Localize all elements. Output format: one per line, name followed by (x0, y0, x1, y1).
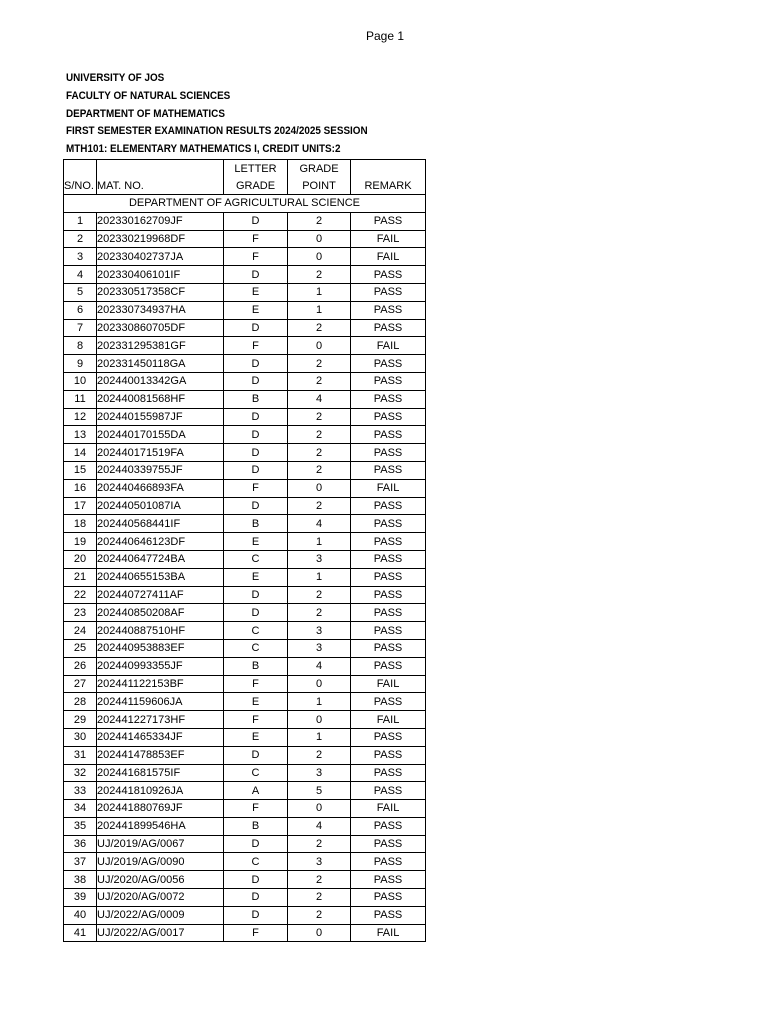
results-table (63, 159, 426, 942)
cell-matno: 202441899546HA (97, 817, 224, 835)
cell-remark: PASS (351, 622, 426, 640)
cell-grade-point: 2 (288, 319, 351, 337)
page-number: Page 1 (366, 29, 405, 43)
cell-sno: 12 (64, 408, 97, 426)
cell-grade-point: 3 (288, 550, 351, 568)
cell-sno: 11 (64, 390, 97, 408)
cell-letter-grade: E (224, 533, 288, 551)
cell-matno: 202440953883EF (97, 639, 224, 657)
cell-remark: PASS (351, 461, 426, 479)
cell-letter-grade: D (224, 444, 288, 462)
cell-remark: FAIL (351, 800, 426, 818)
cell-letter-grade: A (224, 782, 288, 800)
cell-matno: UJ/2020/AG/0072 (97, 889, 224, 907)
cell-matno: 202440013342GA (97, 372, 224, 390)
exam-title: FIRST SEMESTER EXAMINATION RESULTS 2024/2025 SESSION (66, 125, 368, 138)
table-row (64, 533, 426, 551)
table-row (64, 586, 426, 604)
cell-letter-grade: C (224, 639, 288, 657)
cell-remark: PASS (351, 853, 426, 871)
cell-remark: PASS (351, 212, 426, 230)
cell-remark: FAIL (351, 337, 426, 355)
cell-matno: UJ/2020/AG/0056 (97, 871, 224, 889)
cell-remark: PASS (351, 764, 426, 782)
cell-grade-point: 2 (288, 266, 351, 284)
cell-sno: 14 (64, 444, 97, 462)
cell-remark: PASS (351, 390, 426, 408)
cell-sno: 13 (64, 426, 97, 444)
table-row (64, 604, 426, 622)
cell-remark: PASS (351, 906, 426, 924)
cell-grade-point: 0 (288, 675, 351, 693)
table-row (64, 497, 426, 515)
cell-sno: 19 (64, 533, 97, 551)
cell-grade-point: 3 (288, 622, 351, 640)
cell-remark: PASS (351, 782, 426, 800)
cell-remark: PASS (351, 817, 426, 835)
table-row (64, 906, 426, 924)
cell-grade-point: 0 (288, 337, 351, 355)
cell-remark: FAIL (351, 248, 426, 266)
cell-remark: PASS (351, 693, 426, 711)
cell-grade-point: 2 (288, 444, 351, 462)
table-row (64, 461, 426, 479)
table-row (64, 711, 426, 729)
cell-sno: 20 (64, 550, 97, 568)
cell-remark: PASS (351, 889, 426, 907)
table-row (64, 871, 426, 889)
cell-sno: 5 (64, 283, 97, 301)
table-row (64, 817, 426, 835)
cell-sno: 8 (64, 337, 97, 355)
cell-sno: 10 (64, 372, 97, 390)
cell-letter-grade: B (224, 657, 288, 675)
cell-letter-grade: D (224, 372, 288, 390)
cell-matno: 202441465334JF (97, 728, 224, 746)
cell-letter-grade: C (224, 550, 288, 568)
cell-letter-grade: D (224, 266, 288, 284)
cell-sno: 6 (64, 301, 97, 319)
col-header-remark: REMARK (351, 160, 426, 195)
table-row (64, 355, 426, 373)
faculty-name: FACULTY OF NATURAL SCIENCES (66, 89, 231, 102)
cell-matno: 202440647724BA (97, 550, 224, 568)
cell-sno: 2 (64, 230, 97, 248)
cell-matno: 202440081568HF (97, 390, 224, 408)
table-row (64, 319, 426, 337)
cell-sno: 40 (64, 906, 97, 924)
table-row (64, 248, 426, 266)
cell-letter-grade: D (224, 889, 288, 907)
cell-matno: 202331295381GF (97, 337, 224, 355)
cell-remark: FAIL (351, 675, 426, 693)
cell-grade-point: 0 (288, 479, 351, 497)
cell-grade-point: 0 (288, 248, 351, 266)
table-row (64, 337, 426, 355)
table-row (64, 622, 426, 640)
cell-letter-grade: F (224, 711, 288, 729)
table-row (64, 444, 426, 462)
cell-letter-grade: F (224, 675, 288, 693)
cell-letter-grade: E (224, 568, 288, 586)
cell-letter-grade: C (224, 764, 288, 782)
cell-grade-point: 2 (288, 889, 351, 907)
cell-remark: PASS (351, 586, 426, 604)
cell-grade-point: 5 (288, 782, 351, 800)
cell-sno: 34 (64, 800, 97, 818)
cell-sno: 17 (64, 497, 97, 515)
cell-grade-point: 4 (288, 515, 351, 533)
cell-grade-point: 0 (288, 711, 351, 729)
cell-matno: 202440171519FA (97, 444, 224, 462)
col-header-letter-bottom: GRADE (224, 177, 288, 195)
table-row (64, 675, 426, 693)
cell-sno: 24 (64, 622, 97, 640)
cell-remark: PASS (351, 426, 426, 444)
cell-sno: 7 (64, 319, 97, 337)
cell-remark: PASS (351, 657, 426, 675)
cell-matno: 202330406101IF (97, 266, 224, 284)
cell-remark: PASS (351, 355, 426, 373)
table-row (64, 550, 426, 568)
cell-letter-grade: D (224, 497, 288, 515)
cell-letter-grade: B (224, 515, 288, 533)
cell-sno: 15 (64, 461, 97, 479)
cell-remark: PASS (351, 497, 426, 515)
table-row (64, 835, 426, 853)
cell-matno: 202441681575IF (97, 764, 224, 782)
table-row (64, 283, 426, 301)
cell-sno: 23 (64, 604, 97, 622)
cell-remark: PASS (351, 266, 426, 284)
cell-matno: 202330734937HA (97, 301, 224, 319)
table-row (64, 479, 426, 497)
cell-letter-grade: D (224, 871, 288, 889)
cell-grade-point: 2 (288, 604, 351, 622)
cell-sno: 33 (64, 782, 97, 800)
cell-remark: FAIL (351, 230, 426, 248)
cell-grade-point: 1 (288, 728, 351, 746)
cell-grade-point: 3 (288, 764, 351, 782)
cell-sno: 26 (64, 657, 97, 675)
cell-remark: PASS (351, 301, 426, 319)
cell-letter-grade: D (224, 604, 288, 622)
section-row (64, 195, 426, 213)
cell-matno: 202440655153BA (97, 568, 224, 586)
cell-matno: 202440155987JF (97, 408, 224, 426)
cell-sno: 3 (64, 248, 97, 266)
cell-sno: 16 (64, 479, 97, 497)
cell-sno: 9 (64, 355, 97, 373)
cell-sno: 22 (64, 586, 97, 604)
table-row (64, 924, 426, 942)
table-row (64, 693, 426, 711)
cell-remark: PASS (351, 444, 426, 462)
cell-remark: PASS (351, 604, 426, 622)
cell-matno: 202330219968DF (97, 230, 224, 248)
cell-grade-point: 1 (288, 693, 351, 711)
cell-matno: 202440646123DF (97, 533, 224, 551)
cell-grade-point: 2 (288, 372, 351, 390)
table-row (64, 408, 426, 426)
cell-matno: 202441880769JF (97, 800, 224, 818)
table-row (64, 889, 426, 907)
cell-matno: 202441159606JA (97, 693, 224, 711)
course-title: MTH101: ELEMENTARY MATHEMATICS I, CREDIT UNITS:2 (66, 143, 341, 156)
table-row (64, 800, 426, 818)
cell-matno: 202330860705DF (97, 319, 224, 337)
cell-letter-grade: E (224, 728, 288, 746)
cell-remark: PASS (351, 728, 426, 746)
cell-letter-grade: D (224, 319, 288, 337)
cell-letter-grade: D (224, 461, 288, 479)
table-row (64, 728, 426, 746)
cell-matno: 202330517358CF (97, 283, 224, 301)
cell-matno: UJ/2019/AG/0090 (97, 853, 224, 871)
cell-letter-grade: D (224, 408, 288, 426)
cell-remark: FAIL (351, 479, 426, 497)
cell-matno: 202441478853EF (97, 746, 224, 764)
cell-remark: PASS (351, 746, 426, 764)
col-header-letter-top: LETTER (224, 160, 288, 178)
cell-letter-grade: C (224, 853, 288, 871)
cell-sno: 29 (64, 711, 97, 729)
cell-matno: 202440850208AF (97, 604, 224, 622)
cell-letter-grade: B (224, 817, 288, 835)
cell-sno: 31 (64, 746, 97, 764)
cell-matno: 202331450118GA (97, 355, 224, 373)
cell-remark: PASS (351, 533, 426, 551)
cell-matno: 202441810926JA (97, 782, 224, 800)
cell-matno: UJ/2022/AG/0017 (97, 924, 224, 942)
table-row (64, 782, 426, 800)
cell-matno: 202441122153BF (97, 675, 224, 693)
table-row (64, 212, 426, 230)
cell-matno: 202330402737JA (97, 248, 224, 266)
cell-matno: 202440568441IF (97, 515, 224, 533)
table-row (64, 853, 426, 871)
cell-remark: PASS (351, 871, 426, 889)
cell-letter-grade: D (224, 906, 288, 924)
department-name: DEPARTMENT OF MATHEMATICS (66, 107, 225, 120)
cell-letter-grade: F (224, 479, 288, 497)
cell-matno: UJ/2019/AG/0067 (97, 835, 224, 853)
cell-grade-point: 4 (288, 817, 351, 835)
cell-sno: 38 (64, 871, 97, 889)
cell-grade-point: 2 (288, 355, 351, 373)
cell-remark: PASS (351, 515, 426, 533)
cell-sno: 27 (64, 675, 97, 693)
cell-sno: 36 (64, 835, 97, 853)
cell-remark: PASS (351, 372, 426, 390)
cell-letter-grade: D (224, 212, 288, 230)
cell-grade-point: 2 (288, 426, 351, 444)
cell-remark: PASS (351, 639, 426, 657)
cell-grade-point: 4 (288, 390, 351, 408)
cell-remark: PASS (351, 835, 426, 853)
cell-letter-grade: F (224, 230, 288, 248)
cell-matno: UJ/2022/AG/0009 (97, 906, 224, 924)
cell-grade-point: 2 (288, 461, 351, 479)
cell-grade-point: 2 (288, 871, 351, 889)
col-header-point-top: GRADE (288, 160, 351, 178)
cell-grade-point: 4 (288, 657, 351, 675)
cell-sno: 18 (64, 515, 97, 533)
cell-grade-point: 2 (288, 746, 351, 764)
cell-matno: 202330162709JF (97, 212, 224, 230)
cell-sno: 41 (64, 924, 97, 942)
cell-matno: 202440993355JF (97, 657, 224, 675)
cell-remark: PASS (351, 568, 426, 586)
cell-sno: 21 (64, 568, 97, 586)
cell-grade-point: 2 (288, 835, 351, 853)
table-row (64, 657, 426, 675)
table-row (64, 230, 426, 248)
cell-grade-point: 1 (288, 301, 351, 319)
cell-letter-grade: D (224, 355, 288, 373)
cell-grade-point: 0 (288, 230, 351, 248)
cell-remark: PASS (351, 319, 426, 337)
table-row (64, 764, 426, 782)
cell-grade-point: 2 (288, 586, 351, 604)
table-row (64, 639, 426, 657)
cell-sno: 39 (64, 889, 97, 907)
cell-letter-grade: F (224, 337, 288, 355)
cell-matno: 202441227173HF (97, 711, 224, 729)
cell-grade-point: 3 (288, 639, 351, 657)
cell-remark: PASS (351, 283, 426, 301)
cell-matno: 202440727411AF (97, 586, 224, 604)
cell-letter-grade: D (224, 586, 288, 604)
cell-letter-grade: B (224, 390, 288, 408)
cell-sno: 28 (64, 693, 97, 711)
cell-letter-grade: F (224, 924, 288, 942)
cell-grade-point: 2 (288, 906, 351, 924)
table-row (64, 746, 426, 764)
cell-matno: 202440339755JF (97, 461, 224, 479)
col-header-point-bottom: POINT (288, 177, 351, 195)
cell-grade-point: 1 (288, 533, 351, 551)
cell-grade-point: 1 (288, 283, 351, 301)
cell-letter-grade: E (224, 283, 288, 301)
table-row (64, 301, 426, 319)
section-title: DEPARTMENT OF AGRICULTURAL SCIENCE (64, 195, 426, 213)
table-row (64, 426, 426, 444)
cell-letter-grade: D (224, 835, 288, 853)
cell-grade-point: 0 (288, 924, 351, 942)
cell-sno: 25 (64, 639, 97, 657)
table-row (64, 515, 426, 533)
col-header-sno: S/NO. (64, 160, 97, 195)
cell-sno: 4 (64, 266, 97, 284)
cell-remark: FAIL (351, 711, 426, 729)
cell-grade-point: 0 (288, 800, 351, 818)
table-row (64, 568, 426, 586)
cell-grade-point: 2 (288, 497, 351, 515)
cell-letter-grade: C (224, 622, 288, 640)
table-header-row-top (64, 160, 426, 178)
cell-sno: 30 (64, 728, 97, 746)
table-row (64, 266, 426, 284)
table-row (64, 372, 426, 390)
cell-letter-grade: F (224, 800, 288, 818)
cell-sno: 1 (64, 212, 97, 230)
cell-remark: FAIL (351, 924, 426, 942)
cell-sno: 37 (64, 853, 97, 871)
cell-letter-grade: E (224, 301, 288, 319)
cell-sno: 32 (64, 764, 97, 782)
cell-remark: PASS (351, 550, 426, 568)
cell-remark: PASS (351, 408, 426, 426)
table-row (64, 390, 426, 408)
col-header-matno: MAT. NO. (97, 160, 224, 195)
document-header (66, 70, 426, 159)
cell-sno: 35 (64, 817, 97, 835)
cell-letter-grade: D (224, 746, 288, 764)
cell-matno: 202440466893FA (97, 479, 224, 497)
cell-letter-grade: D (224, 426, 288, 444)
cell-grade-point: 2 (288, 408, 351, 426)
cell-grade-point: 3 (288, 853, 351, 871)
cell-matno: 202440887510HF (97, 622, 224, 640)
cell-matno: 202440501087IA (97, 497, 224, 515)
cell-letter-grade: F (224, 248, 288, 266)
cell-letter-grade: E (224, 693, 288, 711)
cell-matno: 202440170155DA (97, 426, 224, 444)
cell-grade-point: 1 (288, 568, 351, 586)
cell-grade-point: 2 (288, 212, 351, 230)
university-name: UNIVERSITY OF JOS (66, 72, 165, 84)
